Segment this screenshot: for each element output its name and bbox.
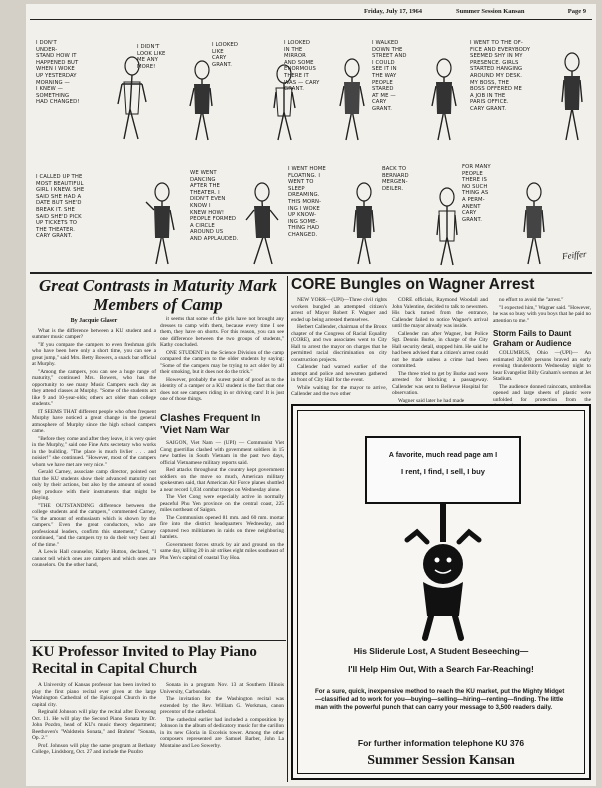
camp-para: IT SEEMS THAT different people who often frequent Murphy have noticed a great change in the general atmosphere of Murphy since the high school campers came. [32, 408, 156, 434]
core-para: NEW YORK—(UPI)—Three civil rights workers bungled an attempted citizen's arrest of Mayor Robert F. Wagner and ended up being arrested themselves. [291, 297, 387, 323]
cartoon-panel-9: I WENT HOME FLOATING. I WENT TO SLEEP DREAMING. THIS MORN- ING I WOKE UP KNOW- ING SOME- THING HAD CHANGED. [288, 166, 326, 238]
graham-para: COLUMBUS, Ohio —(UPI)— An estimated 28,000 persons braved an early evening thunderstorm Wednesday night to hear Evangelist Billy Graham's sermon at Jet Stadium. [493, 350, 591, 382]
core-headline: CORE Bungles on Wagner Arrest [291, 276, 535, 293]
core-para: While waiting for the mayor to arrive, Callender and the two other [291, 384, 387, 397]
core-story-col1 [291, 297, 387, 401]
classified-ad [291, 404, 591, 780]
feiffer-cartoon [32, 20, 590, 272]
ku-para: Prof. Johnson will play the same program at Bethany College, Lindsborg, Oct. 27 and include the Pozdro [32, 742, 156, 755]
cartoon-figure-11 [514, 180, 554, 268]
cartoon-figure-9 [344, 180, 384, 268]
camp-para: "Before they come and after they leave, it is very quiet in the Murphy," said one Fine Arts secretary who works in the building. "The place is much livlier . . . and noisier!" she continued. "However, most of the campers whom we have met are very nice." [32, 435, 156, 468]
cartoon-panel-11: FOR MANY PEOPLE THERE IS NO SUCH THING AS A PERM- ANENT CARY GRANT. [462, 164, 491, 223]
ad-sign-line2: I rent, I find, I sell, I buy [401, 467, 485, 476]
cartoon-figure-7 [142, 180, 182, 268]
camp-para: "THE OUTSTANDING difference between the college students and the campers," commented Carney, "is the amount of enthusiasm which is shown by the campers." Even the great conductors, who are professional leaders, confirm this statement," Carney continued, "and the campers try to do their very best all of the time." [32, 502, 156, 548]
ku-para: Reginald Johnson will play the recital after Evensong Oct. 11. He will play the Second Piano Sonata by Dr. John Pozdro, head of KU's music theory department; Beethoven's "Waldstein Sonata," and Brahms' "Sonata, Op. 2." [32, 709, 156, 741]
vietnam-story [160, 440, 284, 638]
graham-headline: Storm Fails to Daunt Graham or Audience [493, 329, 572, 348]
ad-sign [365, 436, 521, 504]
cartoon-figure-8 [242, 180, 282, 268]
core-para: no effort to avoid the "arrest." [499, 297, 564, 303]
core-para: The three tried to get by Burke and were arrested for blocking a passageway. Callender was sent to Bellevue Hospital for observation. [392, 370, 488, 396]
core-para: Wagner said later he had made [398, 397, 465, 404]
cartoon-figure-3 [264, 62, 304, 144]
ad-tagline-2: I'll Help Him Out, With a Search Far-Reaching! [348, 664, 534, 674]
core-para: CORE officials, Raymond Woodall and John Valentine, decided to talk to newsmen. His back turned from the entrance, Callender failed to notice Wagner's arrival until the mayor already was inside. [392, 297, 488, 329]
cartoon-panel-3: I LOOKED LIKE CARY GRANT. [212, 42, 239, 68]
core-para: Callender ran after Wagner, but Police Sgt. Dennis Burke, in charge of the City Hall security detail, stopped him. He said he had been advised that a citizen's arrest could not be made unless a crime had been committed. [392, 330, 488, 369]
ku-story-col2 [160, 682, 284, 782]
camp-story-col2 [160, 316, 284, 412]
column-rule [287, 276, 288, 782]
ad-paper-name: Summer Session Kansan [367, 753, 515, 768]
vietnam-para: The Communists opened 81 mm. and 60 mm. mortar fire into the district headquarters Wednesday, and captured two militiamen in raids on three neighboring hamlets. [160, 514, 284, 540]
core-para: Herbert Callender, chairman of the Bronx chapter of the Congress of Racial Equality (CORE), and two associates went to City Hall to arrest the mayor on charges that he permitted racial discrimination on city construction projects. [291, 324, 387, 363]
vietnam-headline: Clashes Frequent In 'Viet Nam War [160, 412, 261, 436]
cartoon-figure-6 [552, 50, 592, 144]
cartoon-figure-1 [112, 54, 152, 144]
vietnam-para: Red attacks throughout the country kept government soldiers on the move so much, American military spokesmen said, that American Air Force planes shuttled a near record 1,034 combat troops on Wednesday alone. [160, 467, 284, 493]
ad-tagline-1: His Sliderule Lost, A Student Beseeching— [353, 646, 529, 656]
issue-date: Friday, July 17, 1964 [364, 8, 422, 15]
cartoon-panel-8: WE WENT DANCING AFTER THE THEATER. I DIDN'T EVEN KNOW I KNEW HOW! PEOPLE FORMED A CIRCLE AROUND US AND APPLAUDED. [190, 170, 239, 242]
paper-name: Summer Session Kansan [456, 8, 525, 15]
ku-story-col1 [32, 682, 156, 782]
cartoon-panel-6: I WENT TO THE OF- FICE AND EVERYBODY SEEMED SHY IN MY PRESENCE. GIRLS STARTED HANGING AROUND MY DESK. MY BOSS, THE BOSS OFFERED ME A JOB IN THE PARIS OFFICE. CARY GRANT. [470, 40, 531, 112]
camp-byline: By Jacquie Glaser [70, 318, 118, 324]
ku-headline: KU Professor Invited to Play Piano Recital in Capital Church [32, 644, 257, 677]
camp-para: "Among the campers, you can see a huge range of maturity," continued Mrs. Bowers, who has the opportunity to see many Music Campers each day as they attend classes at Murphy. "Some of the students act like 9 and 10-year-olds; others act older than college students." [32, 368, 156, 407]
graham-para: The audience donned raincoats, umbrellas opened and large sheets of plastic were unfolded for protection from the [493, 383, 591, 403]
core-story-col2 [392, 297, 488, 404]
cartoon-bottom-rule [30, 272, 592, 274]
ad-sign-line1: A favorite, much read page am I [388, 450, 498, 459]
ku-story-rule [30, 640, 286, 641]
cartoon-panel-2: I DIDN'T LOOK LIKE ME ANY MORE! [137, 44, 166, 70]
camp-para: ONE STUDENT in the Science Division of the camp compared the campers to the older students by saying: "Some of the campers may be trying to act older by all their smoking, but it does not do the trick." [160, 349, 284, 375]
cartoon-signature: Feiffer [561, 248, 587, 262]
cartoon-panel-7: I CALLED UP THE MOST BEAUTIFUL GIRL I KNEW. SHE SAID SHE HAD A DATE BUT SHE'D BREAK IT. SHE SAID SHE'D PICK UP TICKETS TO THE THEATER. CARY GRANT. [36, 174, 85, 240]
mighty-midget-icon [397, 502, 489, 642]
vietnam-para: SAIGON, Viet Nam — (UPI) — Communist Viet Cong guerrillas clashed with government soldiers in 15 new battles in South Vietnam in the past two days, official Vietnamese military reports said. [160, 440, 284, 466]
ad-body: For a sure, quick, inexpensive method to reach the KU market, put the Mighty Midget—classified ad to work for you—buying—selling—hiring—renting—finding. The little man with the powerful punch that can carry your message to 3,500 readers daily. [315, 688, 565, 712]
camp-para: A Lewis Hall counselor, Kathy Hutton, declared, "I cannot tell which ones are campers and which ones are counselors. On the other hand, [32, 549, 156, 568]
vietnam-para: Government forces struck by air and ground on the same day, killing 20 in air strikes eight miles southeast of Phu Yen's capital of coastal Tuy Hoa. [160, 541, 284, 561]
cartoon-figure-4 [332, 56, 372, 144]
cartoon-figure-10 [427, 185, 467, 269]
cartoon-figure-5 [424, 56, 464, 144]
newspaper-page [26, 4, 596, 786]
camp-para: it seems that some of the girls have not brought any dresses to camp with them, because every time I see them, they have on shorts. For this reason, you can see one difference between the two groups of students," Kathy concluded. [160, 316, 284, 348]
core-story-col3 [493, 297, 591, 327]
cartoon-panel-4: I LOOKED IN THE MIRROR AND SOME ENORMOUS THERE IT WAS — CARY GRANT. [284, 40, 320, 93]
camp-story-col1 [32, 316, 156, 638]
ku-para: A University of Kansas professor has been invited to play the first piano recital ever given at the large Washington Cathedral of the Episcopal Church in the capital city. [32, 682, 156, 708]
ku-para: The invitation for the Washington recital was extended by the Rev. William G. Workman, canon precentor of the cathedral. [160, 696, 284, 715]
cartoon-panel-10: BACK TO BERNARD MERGEN- DEILER. [382, 166, 409, 192]
cartoon-panel-1: I DON'T UNDER- STAND HOW IT HAPPENED BUT WHEN I WOKE UP YESTERDAY MORNING — I KNEW — SOMETHING HAD CHANGED! [36, 40, 80, 106]
page-number: Page 9 [567, 8, 586, 15]
cartoon-panel-5: I WALKED DOWN THE STREET AND I COULD SEE IT IN THE WAY PEOPLE STARED AT ME — CARY GRANT. [372, 40, 407, 112]
core-para: Callender had warned earlier of the attempt and police and newsmen gathered in front of City Hall for the event. [291, 364, 387, 383]
camp-para: "If you compare the campers to even freshman girls who have been here only a short time, you can see a great jump," said Mrs. Betty Bowers, a snack bar official at Murphy. [32, 341, 156, 367]
camp-para: However, probably the surest point of proof as to the identity of a camper or a KU student is the fact that one does not see campers riding in or driving cars! It is just one of those things. [160, 376, 284, 402]
ku-para: Sonata in a program Nov. 13 at Southern Illinois University, Carbondale. [160, 682, 284, 695]
cartoon-figure-2 [182, 58, 222, 144]
ad-phone: For further information telephone KU 376 [357, 738, 525, 748]
graham-story [493, 350, 591, 402]
camp-headline: Great Contrasts in Maturity Mark Members of Camp [38, 276, 278, 314]
vietnam-para: The Viet Cong were especially active in normally peaceful Phu Yen province on the central coast, 225 miles northeast of Saigon. [160, 494, 284, 513]
camp-para: What is the difference between a KU student and a summer music camper? [32, 327, 156, 340]
camp-para: Gerald Carney, associate camp director, pointed out that the KU students show their advanced maturity not only by their actions, but also by the amount of sound they produce with their instruments that might be playing. [32, 469, 156, 501]
page-masthead [26, 6, 596, 20]
core-para: "I expected him," Wagner said. "However, he was so busy with you boys that he paid no attention to me." [493, 304, 591, 324]
ku-para: The cathedral earlier had included a composition by Johnson in the album of dedicatory music for the carillon in its new Gloria in Excelsis tower. Among the other composers represented are Samuel Barber, John La Montaine and Leo Sowerby. [160, 716, 284, 749]
